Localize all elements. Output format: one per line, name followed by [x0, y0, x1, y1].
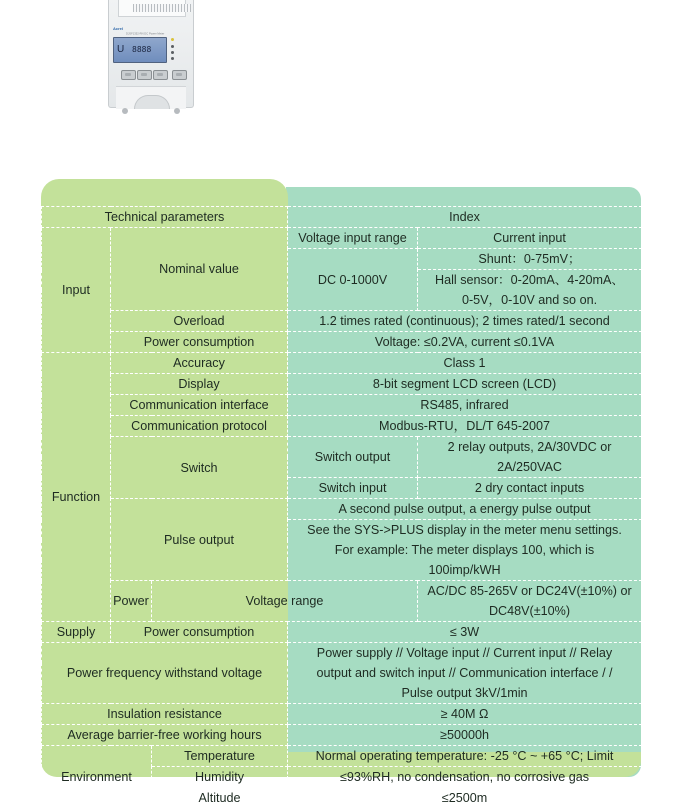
pulse-output-example: For example: The meter displays 100, which is	[288, 540, 642, 560]
pulse-output-example-cont: 100imp/kWH	[288, 560, 642, 581]
hall-sensor-value-cont: 0-5V，0-10V and so on.	[418, 290, 642, 311]
accuracy-value: Class 1	[288, 353, 642, 374]
withstand-voltage-value-end: Pulse output 3kV/1min	[288, 683, 642, 704]
table-row	[42, 643, 642, 664]
header-technical-parameters: Technical parameters	[42, 207, 288, 228]
table-row	[42, 437, 642, 458]
insulation-value: ≥ 40M Ω	[288, 704, 642, 725]
display-label: Display	[111, 374, 288, 395]
withstand-voltage-value-cont: output and switch input // Communication interface / /	[288, 663, 642, 683]
humidity-value: ≤93%RH, no condensation, no corrosive gas	[288, 767, 642, 788]
switch-input-label: Switch input	[288, 478, 418, 499]
table-row	[42, 332, 642, 353]
switch-output-label: Switch output	[288, 437, 418, 478]
table-row	[42, 499, 642, 520]
voltage-range-label: Voltage range	[152, 581, 418, 622]
current-input-label: Current input	[418, 228, 642, 249]
meter-lcd-screen: U 8888	[113, 37, 167, 63]
switch-output-value-cont: 2A/250VAC	[418, 457, 642, 478]
table-row	[42, 374, 642, 395]
insulation-label: Insulation resistance	[42, 704, 288, 725]
meter-lcd-digits: 8888	[132, 45, 152, 54]
table-row	[42, 704, 642, 725]
led-indicator-icon	[171, 57, 174, 60]
nominal-value-label: Nominal value	[111, 228, 288, 311]
group-input: Input	[42, 228, 111, 353]
altitude-label: Altitude	[152, 788, 288, 809]
table-row	[42, 353, 642, 374]
group-supply: Supply	[42, 622, 111, 643]
shunt-value: Shunt：0-75mV；	[418, 249, 642, 270]
comm-interface-value: RS485, infrared	[288, 395, 642, 416]
humidity-label: Humidity	[152, 767, 288, 788]
meter-model: DJSF1352-RN DC Power Meter	[126, 32, 165, 36]
comm-interface-label: Communication interface	[111, 395, 288, 416]
table-row	[42, 725, 642, 746]
table-row	[42, 416, 642, 437]
technical-parameters-table	[41, 206, 642, 809]
withstand-voltage-value: Power supply // Voltage input // Current input // Relay	[288, 643, 642, 664]
mtbf-value: ≥50000h	[288, 725, 642, 746]
meter-button	[172, 70, 187, 80]
comm-protocol-label: Communication protocol	[111, 416, 288, 437]
led-indicator-icon	[171, 38, 174, 41]
meter-button	[153, 70, 168, 80]
temperature-value: Normal operating temperature: -25 °C ~ +65 °C; Limit	[288, 746, 642, 767]
table-header-row	[42, 207, 642, 228]
switch-output-value: 2 relay outputs, 2A/30VDC or	[418, 437, 642, 458]
group-power: Power	[111, 581, 152, 622]
table-row	[42, 581, 642, 622]
hall-sensor-value: Hall sensor：0-20mA、4-20mA、	[418, 270, 642, 291]
table-row	[42, 395, 642, 416]
overload-label: Overload	[111, 311, 288, 332]
input-power-consumption-value: Voltage: ≤0.2VA, current ≤0.1VA	[288, 332, 642, 353]
meter-button	[121, 70, 136, 80]
table-row	[42, 228, 642, 249]
pulse-output-value: A second pulse output, a energy pulse output	[288, 499, 642, 520]
table-row	[42, 746, 642, 767]
withstand-voltage-label: Power frequency withstand voltage	[42, 643, 288, 704]
pulse-output-label: Pulse output	[111, 499, 288, 581]
mtbf-label: Average barrier-free working hours	[42, 725, 288, 746]
pulse-output-note: See the SYS->PLUS display in the meter menu settings.	[288, 520, 642, 541]
header-index: Index	[288, 207, 642, 228]
supply-power-consumption-label: Power consumption	[111, 622, 288, 643]
table-row	[42, 311, 642, 332]
supply-power-consumption-value: ≤ 3W	[288, 622, 642, 643]
product-photo	[108, 0, 194, 114]
input-power-consumption-label: Power consumption	[111, 332, 288, 353]
group-function: Function	[42, 374, 111, 622]
display-value: 8-bit segment LCD screen (LCD)	[288, 374, 642, 395]
meter-button	[137, 70, 152, 80]
overload-value: 1.2 times rated (continuous); 2 times rated/1 second	[288, 311, 642, 332]
led-indicator-icon	[171, 45, 174, 48]
dc-range-value: DC 0-1000V	[288, 249, 418, 311]
altitude-value: ≤2500m	[288, 788, 642, 809]
accuracy-label: Accuracy	[111, 353, 288, 374]
meter-brand: Acrel	[113, 26, 124, 31]
switch-label: Switch	[111, 437, 288, 499]
voltage-input-range-label: Voltage input range	[288, 228, 418, 249]
table-row	[42, 622, 642, 643]
voltage-range-value: AC/DC 85-265V or DC24V(±10%) or DC48V(±10%)	[418, 581, 642, 622]
switch-input-value: 2 dry contact inputs	[418, 478, 642, 499]
meter-top-terminal	[118, 0, 186, 17]
comm-protocol-value: Modbus-RTU，DL/T 645-2007	[288, 416, 642, 437]
led-indicator-icon	[171, 51, 174, 54]
group-environment: Environment	[42, 746, 152, 809]
temperature-label: Temperature	[152, 746, 288, 767]
